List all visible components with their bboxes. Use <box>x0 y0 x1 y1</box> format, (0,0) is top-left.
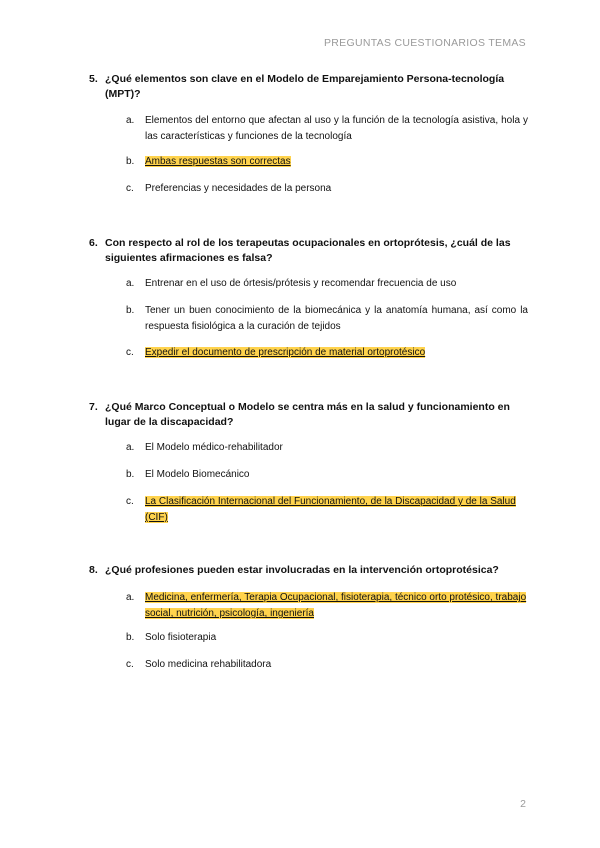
question-6 <box>89 236 529 266</box>
option-8a <box>126 590 528 622</box>
option-letter: b. <box>126 469 135 480</box>
option-letter: a. <box>126 115 135 126</box>
option-5a <box>126 113 528 145</box>
question-5 <box>89 72 529 102</box>
option-text: Solo medicina rehabilitadora <box>145 659 272 670</box>
question-number: 7. <box>89 401 98 413</box>
option-letter: a. <box>126 442 135 453</box>
question-8 <box>89 563 529 578</box>
option-8c <box>126 657 528 673</box>
question-text: ¿Qué elementos son clave en el Modelo de Emparejamiento Persona-tecnología (MPT)? <box>105 73 505 100</box>
highlighted-answer: Expedir el documento de prescripción de material ortoprotésico <box>145 347 426 358</box>
option-letter: c. <box>126 183 134 194</box>
question-text: Con respecto al rol de los terapeutas ocupacionales en ortoprótesis, ¿cuál de las siguientes afirmaciones es falsa? <box>105 237 511 264</box>
page-number: 2 <box>520 798 526 810</box>
option-6b <box>126 303 528 335</box>
question-number: 6. <box>89 237 98 249</box>
option-6a <box>126 276 528 292</box>
question-text: ¿Qué Marco Conceptual o Modelo se centra más en la salud y funcionamiento en lugar de la discapacidad? <box>105 401 510 428</box>
option-letter: c. <box>126 659 134 670</box>
option-letter: b. <box>126 156 135 167</box>
option-5b <box>126 154 528 170</box>
option-5c <box>126 181 528 197</box>
option-text: Entrenar en el uso de órtesis/prótesis y recomendar frecuencia de uso <box>145 278 457 289</box>
page-header: PREGUNTAS CUESTIONARIOS TEMAS <box>323 37 526 49</box>
option-letter: a. <box>126 278 135 289</box>
question-7 <box>89 400 529 430</box>
option-text: Tener un buen conocimiento de la biomecánica y la anatomía humana, así como la respuesta fisiológica a la curación de tejidos <box>145 305 528 332</box>
highlighted-answer: Ambas respuestas son correctas <box>145 156 291 167</box>
option-text: Elementos del entorno que afectan al uso y la función de la tecnología asistiva, hola y las características y funciones de la tecnología <box>145 115 528 142</box>
question-number: 5. <box>89 73 98 85</box>
question-text: ¿Qué profesiones pueden estar involucradas en la intervención ortoprotésica? <box>105 564 499 576</box>
option-letter: a. <box>126 592 135 603</box>
option-letter: c. <box>126 496 134 507</box>
option-letter: c. <box>126 347 134 358</box>
highlighted-answer: Medicina, enfermería, Terapia Ocupacional, fisioterapia, técnico orto protésico, trabajo social, nutrición, psicología, ingeniería <box>145 592 527 619</box>
option-letter: b. <box>126 305 135 316</box>
option-7b <box>126 467 528 483</box>
option-6c <box>126 345 528 361</box>
question-number: 8. <box>89 564 98 576</box>
option-8b <box>126 630 528 646</box>
option-text: Preferencias y necesidades de la persona <box>145 183 332 194</box>
highlighted-answer: La Clasificación Internacional del Funcionamiento, de la Discapacidad y de la Salud (CIF) <box>145 496 516 523</box>
option-7a <box>126 440 528 456</box>
option-7c <box>126 494 528 526</box>
option-text: El Modelo Biomecánico <box>145 469 250 480</box>
option-text: El Modelo médico-rehabilitador <box>145 442 283 453</box>
option-letter: b. <box>126 632 135 643</box>
option-text: Solo fisioterapia <box>145 632 217 643</box>
